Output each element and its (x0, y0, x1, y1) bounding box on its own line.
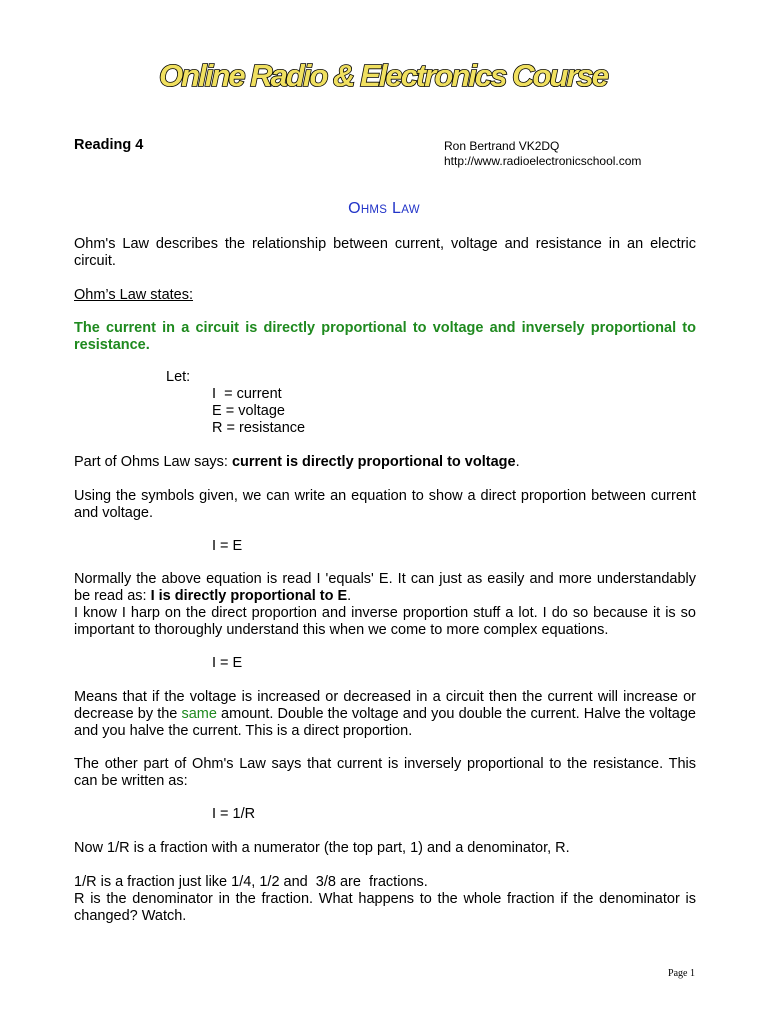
title-part-aw: AW (401, 204, 420, 216)
page-number: Page 1 (668, 968, 695, 979)
means-text-a: Means that if the voltage is increased or decreased in a circuit then the current will increase or decrease by the (74, 689, 696, 722)
normally-end: . (347, 588, 352, 604)
direct-text: Part of Ohms Law says: (74, 454, 232, 470)
means-green-word: same (181, 706, 217, 722)
law-states-text: Ohm’s Law states: (74, 287, 194, 303)
denominator-line2: R is the denominator in the fraction. What happens to the whole fraction if the denominator is changed? Watch. (74, 891, 696, 924)
title-part-l: L (392, 200, 402, 217)
banner-title-art (154, 52, 614, 98)
banner-title: Online Radio & Electronics Course (159, 58, 609, 93)
title-part-hms: HMS (360, 204, 388, 216)
denominator-line1: 1/R is a fraction just like 1/4, 1/2 and 3/8 are fractions. (74, 874, 428, 890)
course-banner (0, 52, 768, 98)
normally-line2: I know I harp on the direct proportion and inverse proportion stuff a lot. I do so because it is so important to thoroughly understand this when we come to more complex equations. (74, 605, 696, 638)
equation-3: I = 1/R (212, 806, 256, 822)
law-statement: The current in a circuit is directly proportional to voltage and inversely proportional to resistance. (74, 320, 696, 353)
paragraph-intro: Ohm's Law describes the relationship between current, voltage and resistance in an electric circuit. (74, 236, 696, 269)
means-text-b: amount. Double the voltage and you double the current. Halve the voltage and you halve the current. This is a direct proportion. (74, 706, 696, 739)
direct-end: . (515, 454, 520, 470)
paragraph-fraction: Now 1/R is a fraction with a numerator (the top part, 1) and a denominator, R. (74, 840, 570, 856)
direct-bold: current is directly proportional to voltage (231, 454, 516, 470)
paragraph-normally (74, 571, 696, 639)
equation-2: I = E (212, 655, 243, 671)
paragraph-symbols: Using the symbols given, we can write an equation to show a direct proportion between current and voltage. (74, 488, 696, 521)
normally-text: Normally the above equation is read I 'equals' E. It can just as easily and more understandably be read as: (74, 571, 696, 604)
definition-current: I = current (212, 386, 282, 402)
let-label: Let: (166, 369, 191, 385)
author-block (444, 139, 641, 169)
author-url: http://www.radioelectronicschool.com (444, 154, 642, 168)
page-title (0, 200, 768, 218)
paragraph-inverse: The other part of Ohm's Law says that current is inversely proportional to the resistance. This can be written as: (74, 756, 696, 789)
definition-resistance: R = resistance (212, 420, 306, 436)
equation-1: I = E (212, 538, 243, 554)
normally-bold: I is directly proportional to E (150, 588, 348, 604)
paragraph-means (74, 689, 696, 740)
paragraph-denominator (74, 874, 696, 925)
law-states-label (74, 287, 696, 304)
reading-number: Reading 4 (74, 137, 144, 153)
title-part-o: O (348, 200, 361, 217)
author-name: Ron Bertrand VK2DQ (444, 139, 560, 153)
definition-voltage: E = voltage (212, 403, 285, 419)
paragraph-direct (74, 454, 696, 471)
definitions-list (212, 386, 305, 437)
